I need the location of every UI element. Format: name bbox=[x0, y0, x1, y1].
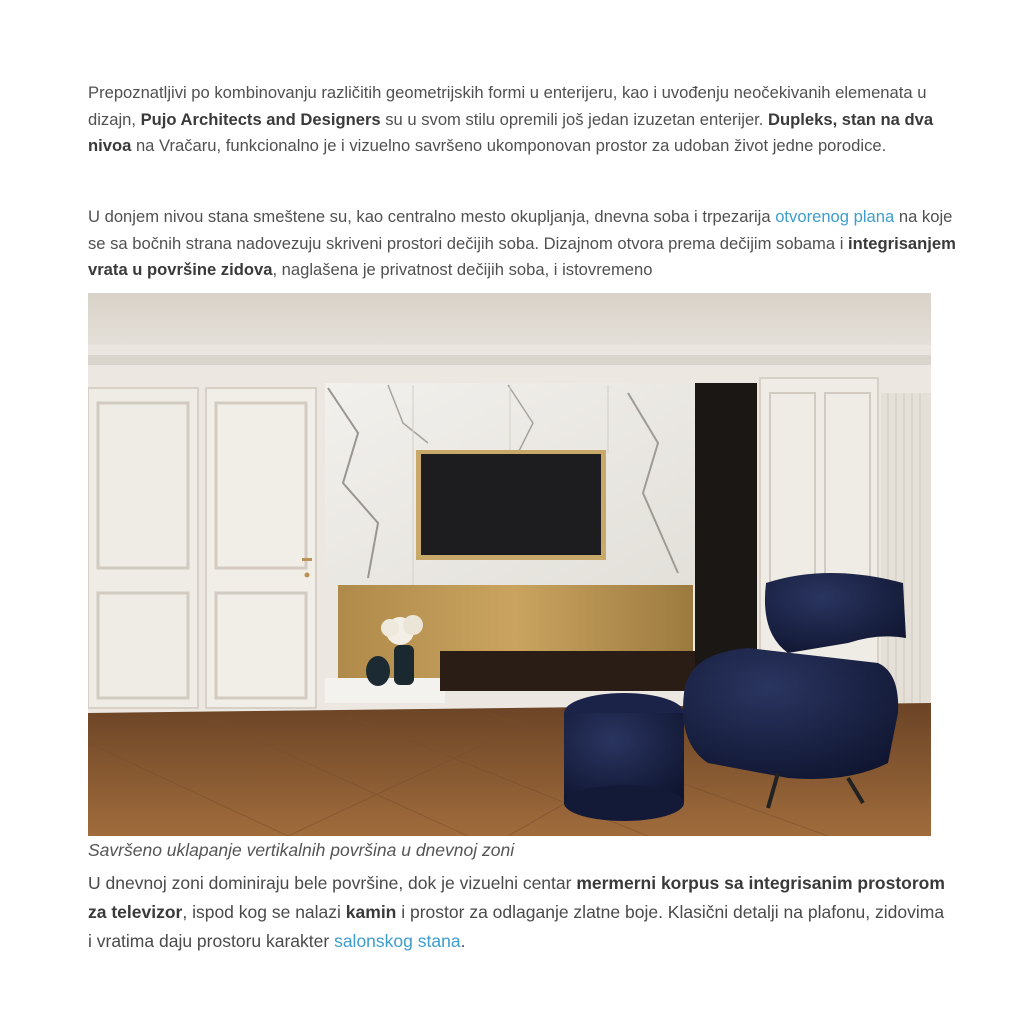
intro-text-2: su u svom stilu opremili još jedan izuzetan enterijer. bbox=[380, 109, 769, 129]
intro-text-1: Prepoznatljivi po kombinovanju različitih geometrijskih formi u enterijeru, kao i uvođenju neočekivanih elemenata u dizajn, bbox=[88, 83, 927, 129]
studio-name: Pujo Architects and Designers bbox=[140, 109, 381, 129]
intro-paragraph bbox=[88, 80, 948, 160]
fireplace-highlight: kamin bbox=[345, 902, 397, 922]
lower-level-text-2: na koje se sa bočnih strana nadovezuju skriveni prostori dečijih soba. Dizajnom otvora prema dečijim sobama i bbox=[88, 207, 953, 253]
salon-apartment-link[interactable]: salonskog stana bbox=[334, 931, 461, 951]
photo-caption: Savršeno uklapanje vertikalnih površina u dnevnoj zoni bbox=[88, 840, 515, 860]
marble-unit-highlight: mermerni korpus sa integrisanim prostorom za televizor bbox=[88, 873, 945, 922]
open-plan-link[interactable]: otvorenog plana bbox=[775, 207, 895, 226]
living-zone-paragraph bbox=[88, 869, 948, 956]
living-zone-text-2: , ispod kog se nalazi bbox=[182, 902, 346, 922]
apartment-type: Dupleks, stan na dva nivoa bbox=[88, 109, 934, 155]
lower-level-text-3: , naglašena je privatnost dečijih soba, i istovremeno bbox=[272, 260, 653, 279]
living-zone-text-3: i prostor za odlaganje zlatne boje. Klasični detalji na plafonu, zidovima i vratima daju prostoru karakter bbox=[88, 902, 945, 951]
living-room-photo bbox=[88, 293, 931, 836]
living-zone-text-4: . bbox=[460, 931, 466, 951]
intro-text-3: na Vračaru, funkcionalno je i vizuelno savršeno ukomponovan prostor za udoban život jedne porodice. bbox=[131, 136, 887, 155]
lower-level-paragraph bbox=[88, 204, 958, 284]
lower-level-text-1: U donjem nivou stana smeštene su, kao centralno mesto okupljanja, dnevna soba i trpezarija bbox=[88, 207, 776, 226]
living-zone-text-1: U dnevnoj zoni dominiraju bele površine, dok je vizuelni centar bbox=[88, 873, 577, 893]
integrated-doors-highlight: integrisanjem vrata u površine zidova bbox=[88, 233, 956, 279]
